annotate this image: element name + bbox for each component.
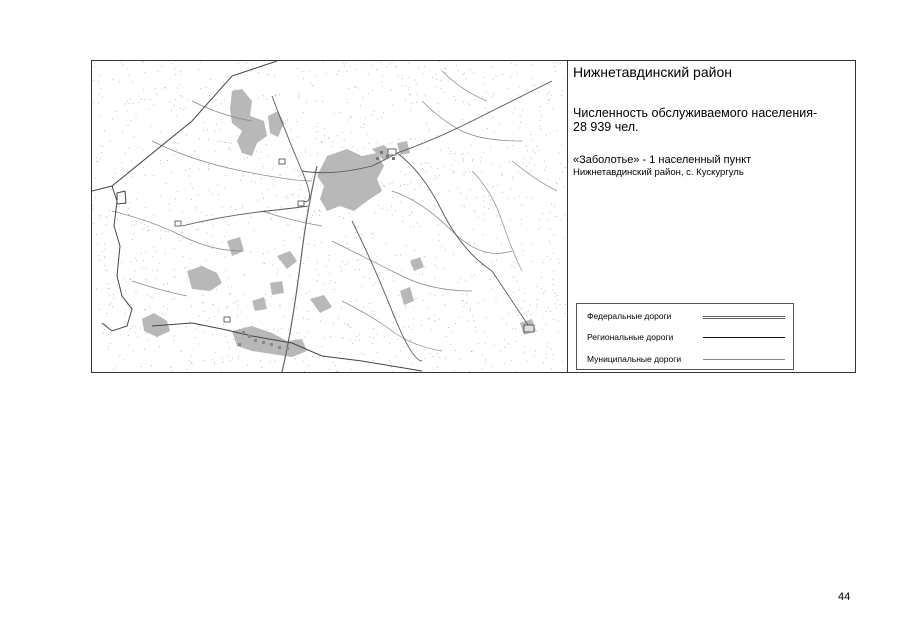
lake-sw <box>252 297 267 311</box>
location-text: Нижнетавдинский район, с. Кускургуль <box>573 167 744 178</box>
settlement-marker-east <box>388 149 396 155</box>
district-boundary <box>92 61 422 371</box>
info-panel <box>573 64 853 178</box>
legend-row-federal <box>587 311 787 323</box>
service-area-text: «Заболотье» - 1 населенный пункт <box>573 154 752 166</box>
lake-east-2 <box>410 257 424 271</box>
lake-south-2 <box>310 295 332 313</box>
lake-east <box>400 287 414 305</box>
legend-municipal-line <box>703 359 785 360</box>
lake-mid <box>277 251 297 269</box>
swamp-center <box>317 149 384 211</box>
road-legend <box>576 303 794 370</box>
swamp-north-2 <box>268 111 284 137</box>
settlement-marker-west <box>175 221 181 226</box>
population-line-1: Численность обслуживаемого населения- <box>573 106 818 120</box>
settlement-marker-se <box>524 325 534 332</box>
lake-mid-2 <box>270 281 284 295</box>
legend-row-municipal <box>587 354 787 366</box>
lakes-and-swamps <box>142 89 536 357</box>
settlement-marker-north <box>279 159 285 164</box>
legend-row-regional <box>587 332 787 344</box>
settlement-marker-south <box>224 317 230 322</box>
municipal-roads <box>112 71 557 351</box>
page-number: 44 <box>838 591 851 603</box>
population-text <box>573 106 853 134</box>
district-map <box>92 61 568 372</box>
legend-regional-line <box>703 337 785 338</box>
swamp-south <box>232 326 307 357</box>
legend-municipal-label: Муниципальные дороги <box>587 354 682 364</box>
settlement-marker-center <box>298 201 304 206</box>
legend-federal-line <box>703 316 785 319</box>
map-sheet-frame <box>91 60 856 373</box>
swamp-west <box>187 266 222 291</box>
district-map-drawing <box>92 61 567 372</box>
district-title: Нижнетавдинский район <box>573 64 732 80</box>
swamp-north <box>230 89 267 156</box>
lake-west-2 <box>227 237 244 256</box>
legend-federal-label: Федеральные дороги <box>587 311 672 321</box>
lake-north-east <box>397 141 410 155</box>
population-line-2: 28 939 чел. <box>573 120 639 134</box>
legend-regional-label: Региональные дороги <box>587 332 674 342</box>
